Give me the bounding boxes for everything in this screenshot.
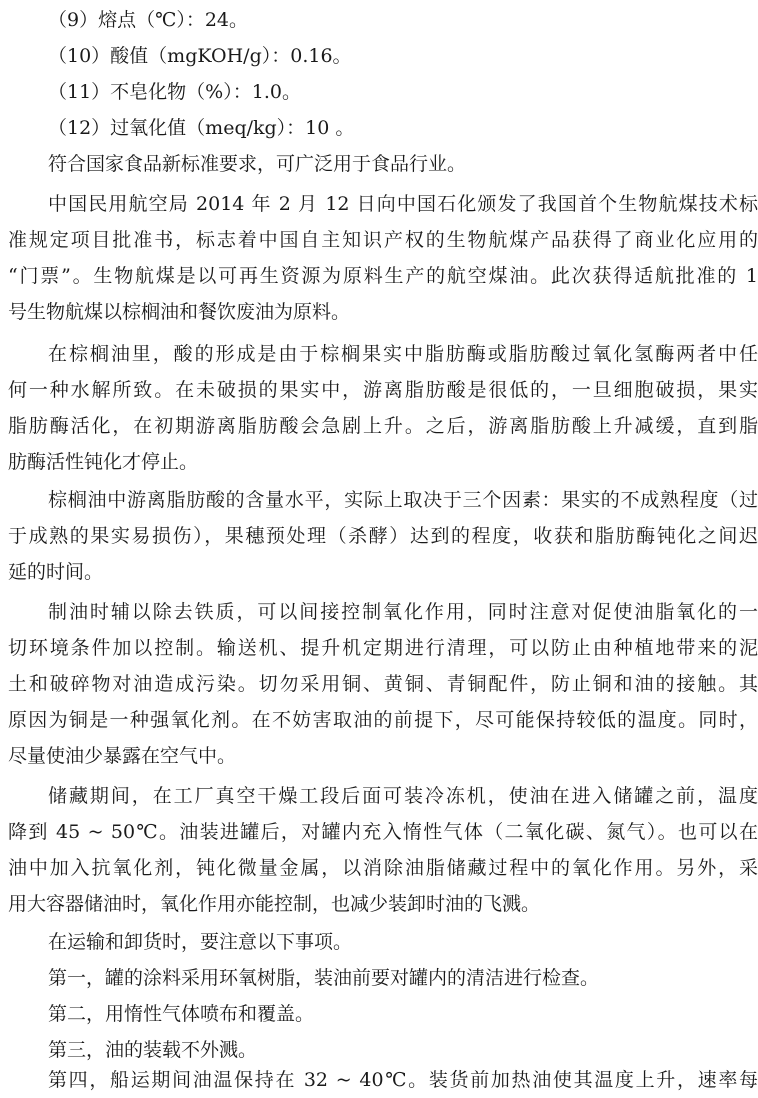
list-item: 第四，船运期间油温保持在 32 ~ 40℃。装货前加热油使其温度上升，速率每 bbox=[48, 1069, 758, 1091]
text-line: 用大容器储油时，氧化作用亦能控制，也减少装卸时油的飞溅。 bbox=[8, 893, 541, 915]
text-line: 号生物航煤以棕榈油和餐饮废油为原料。 bbox=[8, 301, 351, 323]
text-line: 肪酶活性钝化才停止。 bbox=[8, 451, 199, 473]
text-line: 中国民用航空局 2014 年 2 月 12 日向中国石化颁发了我国首个生物航煤技术标 bbox=[48, 193, 758, 215]
list-item: 第三，油的装载不外溅。 bbox=[48, 1039, 258, 1061]
text-line: 准规定项目批准书，标志着中国自主知识产权的生物航煤产品获得了商业化应用的 bbox=[8, 229, 758, 251]
text-line: 延的时间。 bbox=[8, 561, 104, 583]
text-line: 符合国家食品新标准要求，可广泛用于食品行业。 bbox=[48, 153, 467, 175]
text-line: 制油时辅以除去铁质，可以间接控制氧化作用，同时注意对促使油脂氧化的一 bbox=[48, 601, 758, 623]
text-line: 土和破碎物对油造成污染。切勿采用铜、黄铜、青铜配件，防止铜和油的接触。其 bbox=[8, 673, 758, 695]
text-line: 在棕榈油里，酸的形成是由于棕榈果实中脂肪酶或脂肪酸过氧化氢酶两者中任 bbox=[48, 343, 758, 365]
spec-melting-point: （9）熔点（℃）：24。 bbox=[48, 9, 249, 31]
text-line: 尽量使油少暴露在空气中。 bbox=[8, 745, 237, 767]
text-line: 棕榈油中游离脂肪酸的含量水平，实际上取决于三个因素：果实的不成熟程度（过 bbox=[48, 489, 758, 511]
text-line: 脂肪酶活化，在初期游离脂肪酸会急剧上升。之后，游离脂肪酸上升减缓，直到脂 bbox=[8, 415, 758, 437]
text-line: 何一种水解所致。在未破损的果实中，游离脂肪酸是很低的，一旦细胞破损，果实 bbox=[8, 379, 758, 401]
text-line: 于成熟的果实易损伤），果穗预处理（杀酵）达到的程度，收获和脂肪酶钝化之间迟 bbox=[8, 525, 758, 547]
text-line: 原因为铜是一种强氧化剂。在不妨害取油的前提下，尽可能保持较低的温度。同时， bbox=[8, 709, 758, 731]
list-item: 第一，罐的涂料采用环氧树脂，装油前要对罐内的清洁进行检查。 bbox=[48, 967, 600, 989]
spec-unsaponifiable: （11）不皂化物（%）：1.0。 bbox=[48, 81, 301, 103]
spec-acid-value: （10）酸值（mgKOH/g）：0.16。 bbox=[48, 45, 352, 67]
text-line: 降到 45 ~ 50℃。油装进罐后，对罐内充入惰性气体（二氧化碳、氮气）。也可以在 bbox=[8, 821, 758, 843]
text-line: “门票”。生物航煤是以可再生资源为原料生产的航空煤油。此次获得适航批准的 1 bbox=[8, 265, 758, 287]
list-item: 第二，用惰性气体喷布和覆盖。 bbox=[48, 1003, 315, 1025]
text-line: 储藏期间，在工厂真空干燥工段后面可装冷冻机，使油在进入储罐之前，温度 bbox=[48, 785, 758, 807]
text-line: 在运输和卸货时，要注意以下事项。 bbox=[48, 931, 353, 953]
spec-peroxide-value: （12）过氧化值（meq/kg）：10 。 bbox=[48, 117, 355, 139]
text-line: 油中加入抗氧化剂，钝化微量金属，以消除油脂储藏过程中的氧化作用。另外，采 bbox=[8, 857, 758, 879]
text-line: 切环境条件加以控制。输送机、提升机定期进行清理，可以防止由种植地带来的泥 bbox=[8, 637, 758, 659]
